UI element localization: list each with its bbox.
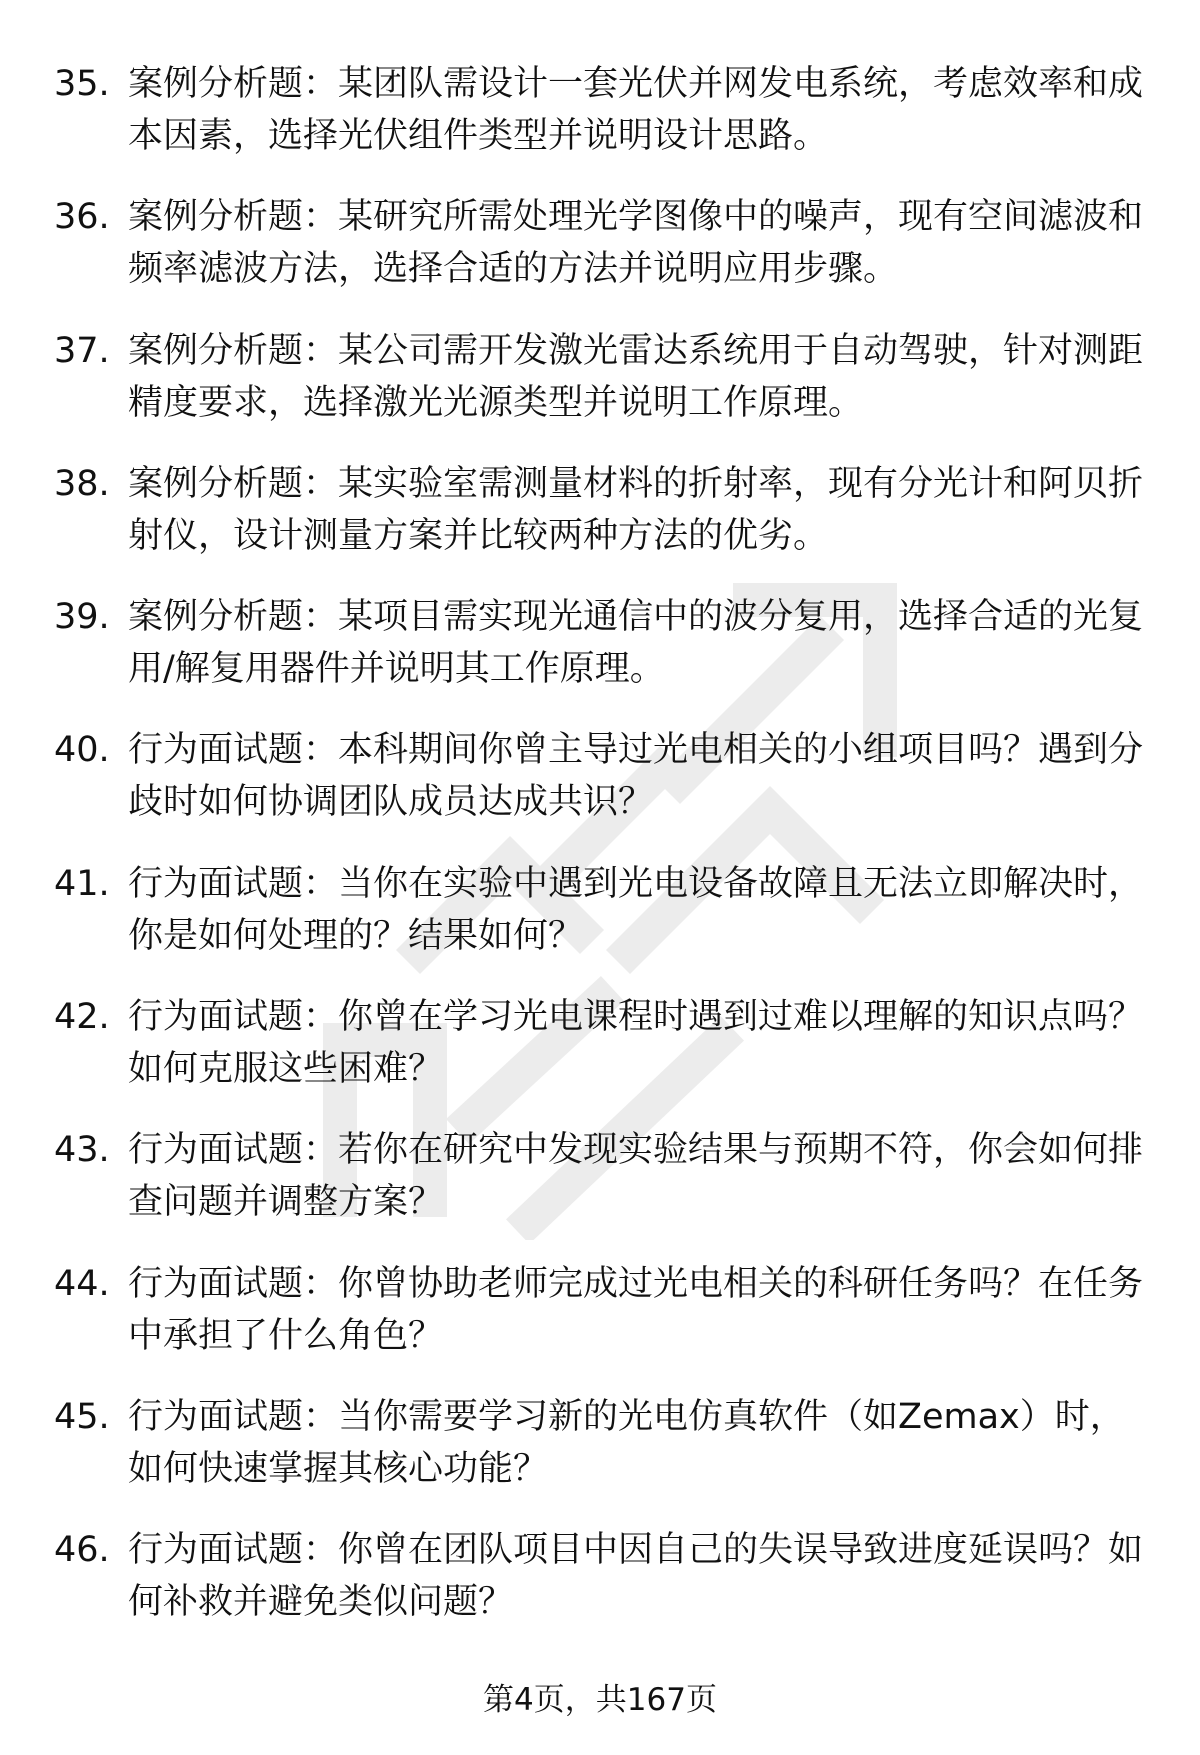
question-text: 行为面试题：你曾在学习光电课程时遇到过难以理解的知识点吗？如何克服这些困难？	[128, 997, 1144, 1090]
question-item	[0, 191, 1200, 324]
question-text: 案例分析题：某研究所需处理光学图像中的噪声，现有空间滤波和频率滤波方法，选择合适的方法并说明应用步骤。	[128, 197, 1144, 290]
question-item	[0, 858, 1200, 991]
question-number: 36.	[54, 197, 110, 238]
question-text: 行为面试题：当你需要学习新的光电仿真软件（如Zemax）时，如何快速掌握其核心功能？	[128, 1396, 1125, 1489]
question-number: 35.	[54, 64, 110, 104]
question-item	[0, 1391, 1200, 1524]
question-text: 案例分析题：某团队需设计一套光伏并网发电系统，考虑效率和成本因素，选择光伏组件类型并说明设计思路。	[128, 64, 1144, 156]
question-item	[0, 991, 1200, 1124]
page-number-label: 第4页，共167页	[483, 1682, 717, 1718]
question-item	[0, 1124, 1200, 1257]
question-number: 43.	[54, 1130, 110, 1171]
question-text: 案例分析题：某实验室需测量材料的折射率，现有分光计和阿贝折射仪，设计测量方案并比较两种方法的优劣。	[128, 463, 1144, 556]
question-item	[0, 325, 1200, 458]
question-text: 案例分析题：某公司需开发激光雷达系统用于自动驾驶，针对测距精度要求，选择激光光源类型并说明工作原理。	[128, 330, 1144, 423]
question-text: 行为面试题：你曾在团队项目中因自己的失误导致进度延误吗？如何补救并避免类似问题？	[128, 1530, 1144, 1623]
page-footer	[0, 1678, 1200, 1722]
question-number: 39.	[54, 597, 110, 638]
question-text: 案例分析题：某项目需实现光通信中的波分复用，选择合适的光复用/解复用器件并说明其工作原理。	[128, 597, 1144, 690]
question-number: 38.	[54, 463, 110, 504]
question-item	[0, 1258, 1200, 1391]
question-number: 44.	[54, 1263, 110, 1304]
question-number: 45.	[54, 1396, 110, 1437]
question-text: 行为面试题：本科期间你曾主导过光电相关的小组项目吗？遇到分歧时如何协调团队成员达成共识？	[128, 730, 1144, 823]
question-item	[0, 1524, 1200, 1657]
question-item	[0, 724, 1200, 857]
question-number: 46.	[54, 1530, 110, 1571]
question-text: 行为面试题：当你在实验中遇到光电设备故障且无法立即解决时，你是如何处理的？结果如何？	[128, 863, 1144, 956]
question-number: 42.	[54, 997, 110, 1038]
question-text: 行为面试题：若你在研究中发现实验结果与预期不符，你会如何排查问题并调整方案？	[128, 1130, 1144, 1223]
question-number: 41.	[54, 863, 110, 904]
question-item	[0, 58, 1200, 191]
question-number: 37.	[54, 330, 110, 371]
question-list	[0, 58, 1200, 1658]
question-item	[0, 458, 1200, 591]
question-text: 行为面试题：你曾协助老师完成过光电相关的科研任务吗？在任务中承担了什么角色？	[128, 1263, 1144, 1356]
question-number: 40.	[54, 730, 110, 771]
question-item	[0, 591, 1200, 724]
